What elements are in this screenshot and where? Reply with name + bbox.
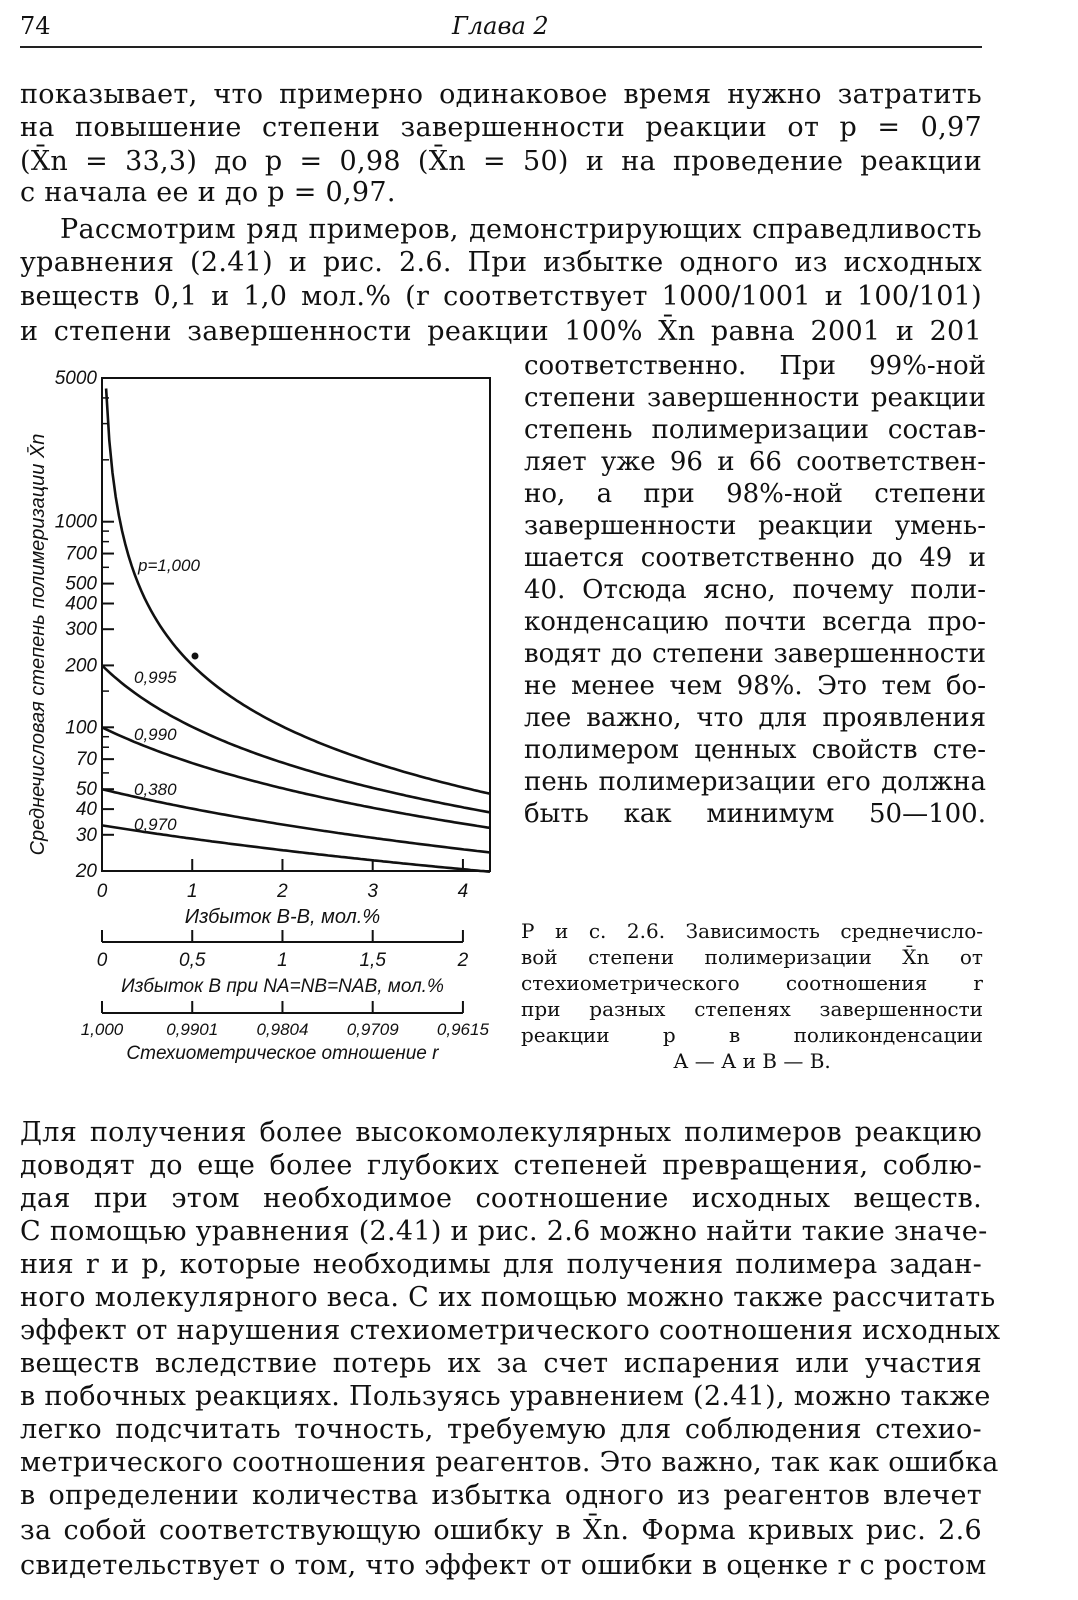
running-header: Глава 2	[452, 12, 549, 40]
text-line: на повышение степени завершенности реакции от p = 0,97	[20, 112, 982, 143]
x-tick-label: 4	[457, 881, 469, 902]
text-line: (X̄n = 33,3) до p = 0,98 (X̄n = 50) и на проведение реакции	[20, 146, 982, 177]
text-line: полимером ценных свойств сте-	[524, 735, 986, 765]
x3-axis-label: Стехиометрическое отношение r	[126, 1043, 439, 1064]
x-axis-label: Избыток B-B, мол.%	[184, 906, 381, 928]
curve-label: 0,380	[134, 780, 177, 799]
text-line: ния r и p, которые необходимы для получения полимера задан-	[20, 1249, 982, 1280]
text-line: доводят до еще более глубоких степеней превращения, соблю-	[20, 1150, 982, 1181]
text-line: легко подсчитать точность, требуемую для соблюдения стехио-	[20, 1414, 982, 1445]
page-number: 74	[20, 12, 51, 40]
y-tick-label: 5000	[54, 368, 97, 389]
curve-label: p=1,000	[138, 556, 200, 575]
x-tick-label: 1	[186, 881, 198, 902]
text-line: водят до степени завершенности	[524, 639, 986, 669]
y-tick-label: 50	[75, 779, 97, 801]
x-tick-label: 3	[367, 881, 378, 902]
y-tick-label: 300	[65, 619, 97, 641]
text-line: эффект от нарушения стехиометрического соотношения исходных	[20, 1315, 1001, 1346]
x2-axis-label: Избыток B при NA=NB=NAB, мол.%	[121, 976, 444, 997]
x-tick-label: 0	[96, 881, 108, 902]
y-tick-label: 70	[75, 749, 97, 771]
text-line: свидетельствует о том, что эффект от ошибки в оценке r с ростом	[20, 1550, 987, 1581]
caption-line: при разных степенях завершенности	[521, 997, 983, 1021]
text-line: за собой соответствующую ошибку в X̄n. Форма кривых рис. 2.6	[20, 1515, 982, 1546]
x-tick-label: 2	[277, 881, 288, 902]
text-line: степень полимеризации состав-	[524, 415, 986, 445]
text-line: веществ 0,1 и 1,0 мол.% (r соответствует 1000/1001 и 100/101)	[20, 281, 982, 312]
curve-label: 0,995	[134, 668, 177, 687]
y-axis-label: Среднечисловая степень полимеризации X̄n	[27, 433, 49, 856]
text-line: лее важно, что для проявления	[524, 703, 986, 733]
y-tick-label: 100	[65, 717, 97, 739]
text-line: конденсацию почти всегда про-	[524, 607, 986, 637]
text-line: шается соответственно до 49 и	[524, 543, 986, 573]
text-line: соответственно. При 99%-ной	[524, 351, 986, 381]
text-line: в определении количества избытка одного из реагентов влечет	[20, 1480, 982, 1511]
y-tick-label: 200	[65, 655, 97, 677]
text-line: завершенности реакции умень-	[524, 511, 986, 541]
x3-tick-label: 0,9709	[346, 1020, 399, 1039]
x3-tick-label: 0,9804	[256, 1020, 309, 1039]
text-line: в побочных реакциях. Пользуясь уравнением (2.41), можно также	[20, 1381, 991, 1412]
x2-tick-label: 2	[457, 950, 469, 971]
text-line: веществ вследствие потерь их за счет испарения или участия	[20, 1348, 982, 1379]
figure-2-6-chart	[0, 350, 515, 1090]
y-tick-label: 1000	[54, 511, 97, 533]
x3-tick-label: 0,9901	[166, 1020, 219, 1039]
text-line: метрического соотношения реагентов. Это важно, так как ошибка	[20, 1447, 999, 1478]
caption-line: А — А и В — В.	[673, 1049, 831, 1073]
curve-label: 0,970	[134, 815, 177, 834]
text-line: показывает, что примерно одинаковое время нужно затратить	[20, 79, 982, 110]
caption-line: реакции p в поликонденсации	[521, 1023, 983, 1047]
x2-tick-label: 1,5	[359, 950, 386, 971]
y-tick-label: 700	[65, 543, 97, 565]
text-line: дая при этом необходимое соотношение исходных веществ.	[20, 1183, 982, 1214]
text-line: уравнения (2.41) и рис. 2.6. При избытке одного из исходных	[20, 247, 982, 278]
caption-line: стехиометрического соотношения r	[521, 971, 983, 995]
caption-line: вой степени полимеризации X̄n от	[521, 945, 983, 969]
y-tick-label: 30	[75, 824, 97, 846]
text-line: С помощью уравнения (2.41) и рис. 2.6 можно найти такие значе-	[20, 1216, 988, 1247]
text-line: Для получения более высокомолекулярных полимеров реакцию	[20, 1117, 982, 1148]
text-line: 40. Отсюда ясно, почему поли-	[524, 575, 986, 605]
x2-tick-label: 1	[277, 950, 288, 971]
text-line: с начала ее и до p = 0,97.	[20, 177, 396, 208]
x2-tick-label: 0,5	[179, 950, 206, 971]
text-line: и степени завершенности реакции 100% X̄n равна 2001 и 201	[20, 316, 982, 347]
y-tick-label: 20	[75, 861, 97, 882]
text-line: Рассмотрим ряд примеров, демонстрирующих справедливость	[60, 214, 982, 245]
text-line: пень полимеризации его должна	[524, 767, 986, 797]
data-point	[192, 653, 199, 660]
y-tick-label: 400	[65, 593, 97, 615]
x3-tick-label: 1,000	[80, 1020, 124, 1039]
header-rule	[20, 46, 982, 48]
curve-label: 0,990	[134, 725, 177, 744]
text-line: ного молекулярного веса. С их помощью можно также рассчитать	[20, 1282, 996, 1313]
text-line: но, а при 98%-ной степени	[524, 479, 986, 509]
text-line: не менее чем 98%. Это тем бо-	[524, 671, 986, 701]
x2-tick-label: 0	[96, 950, 108, 971]
x3-tick-label: 0,9615	[436, 1020, 489, 1039]
caption-line: Р и с. 2.6. Зависимость среднечисло-	[521, 919, 983, 943]
text-line: степени завершенности реакции	[524, 383, 986, 413]
y-tick-label: 40	[75, 799, 97, 821]
text-line: быть как минимум 50—100.	[524, 799, 986, 829]
text-line: ляет уже 96 и 66 соответствен-	[524, 447, 986, 477]
y-tick-label: 500	[65, 573, 97, 595]
